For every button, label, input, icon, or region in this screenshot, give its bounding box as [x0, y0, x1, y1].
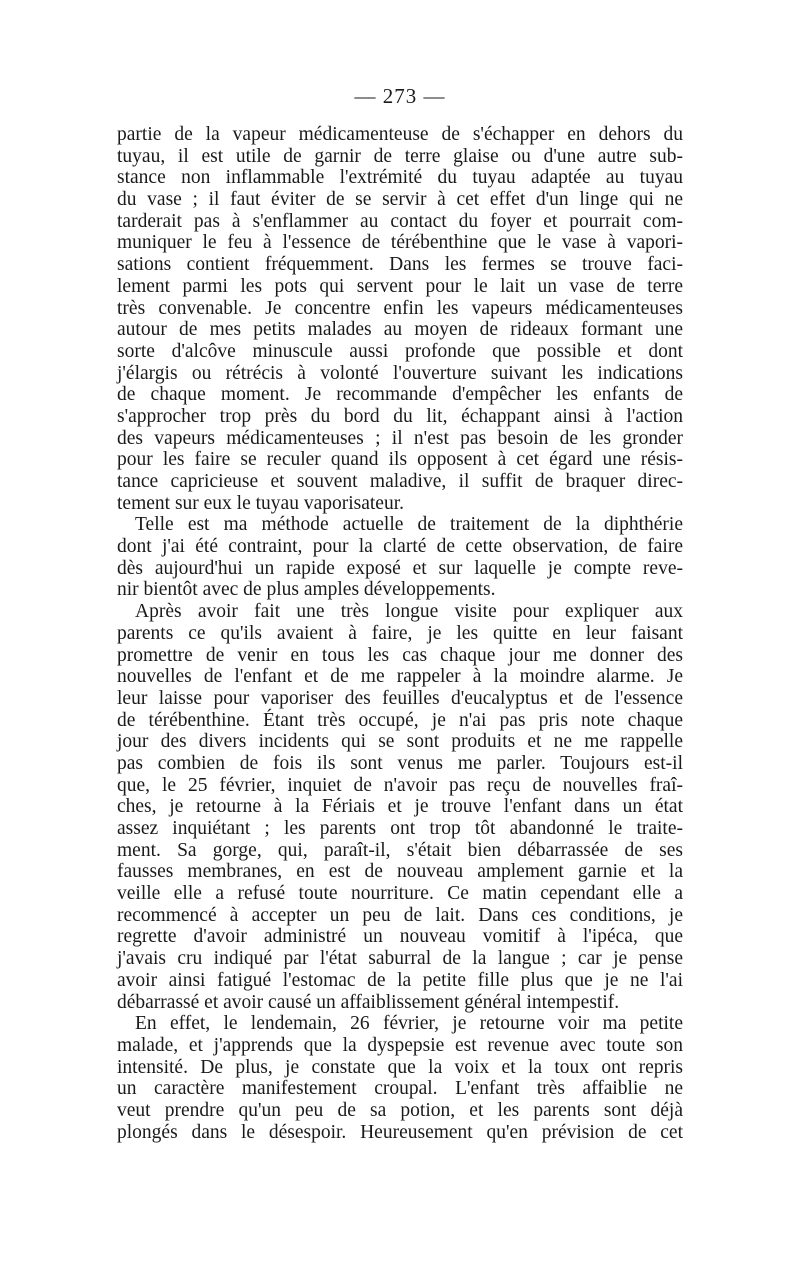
- text-line: Telle est ma méthode actuelle de traitement de la diphthérie: [135, 514, 683, 536]
- text-line: dont j'ai été contraint, pour la clarté de cette observation, de faire: [117, 536, 683, 558]
- text-line: ches, je retourne à la Fériais et je trouve l'enfant dans un état: [117, 796, 683, 818]
- text-line: s'approcher trop près du bord du lit, échappant ainsi à l'action: [117, 405, 683, 427]
- text-line: débarrassé et avoir causé un affaiblissement général intempestif.: [117, 991, 620, 1013]
- text-line: dès aujourd'hui un rapide exposé et sur laquelle je compte reve-: [117, 557, 683, 579]
- text-line: fausses membranes, en est de nouveau amplement garnie et la: [117, 861, 683, 883]
- text-line: intensité. De plus, je constate que la voix et la toux ont repris: [117, 1056, 683, 1078]
- text-line: tarderait pas à s'enflammer au contact du foyer et pourrait com-: [117, 210, 683, 232]
- text-line: stance non inflammable l'extrémité du tuyau adaptée au tuyau: [117, 167, 683, 189]
- text-line: recommencé à accepter un peu de lait. Dans ces conditions, je: [117, 904, 683, 926]
- text-line: autour de mes petits malades au moyen de rideaux formant une: [117, 319, 683, 341]
- text-line: veut prendre qu'un peu de sa potion, et les parents sont déjà: [117, 1099, 683, 1121]
- text-line: de chaque moment. Je recommande d'empêcher les enfants de: [117, 384, 683, 406]
- text-line: du vase ; il faut éviter de se servir à cet effet d'un linge qui ne: [117, 189, 683, 211]
- text-line: sorte d'alcôve minuscule aussi profonde que possible et dont: [117, 340, 683, 362]
- text-line: pas combien de fois ils sont venus me parler. Toujours est-il: [117, 752, 683, 774]
- text-line: que, le 25 février, inquiet de n'avoir pas reçu de nouvelles fraî-: [117, 774, 683, 796]
- text-line: des vapeurs médicamenteuses ; il n'est pas besoin de les gronder: [117, 427, 683, 449]
- text-line: sations contient fréquemment. Dans les fermes se trouve faci-: [117, 254, 683, 276]
- text-line: veille elle a refusé toute nourriture. Ce matin cependant elle a: [117, 883, 683, 905]
- text-line: avoir ainsi fatigué l'estomac de la petite fille plus que je ne l'ai: [117, 969, 683, 991]
- text-line: lement parmi les pots qui servent pour le lait un vase de terre: [117, 275, 683, 297]
- text-line: j'avais cru indiqué par l'état saburral de la langue ; car je pense: [117, 948, 683, 970]
- text-line: plongés dans le désespoir. Heureusement qu'en prévision de cet: [117, 1121, 683, 1143]
- text-line: pour les faire se reculer quand ils opposent à cet égard une résis-: [117, 449, 683, 471]
- text-line: j'élargis ou rétrécis à volonté l'ouverture suivant les indications: [117, 362, 683, 384]
- text-line: partie de la vapeur médicamenteuse de s'échapper en dehors du: [117, 124, 683, 145]
- text-line: regrette d'avoir administré un nouveau vomitif à l'ipéca, que: [117, 926, 683, 948]
- text-line: tance capricieuse et souvent maladive, il suffit de braquer direc-: [117, 471, 683, 492]
- text-line: très convenable. Je concentre enfin les vapeurs médicamenteuses: [117, 297, 683, 319]
- text-line: nouvelles de l'enfant et de me rappeler à la moindre alarme. Je: [117, 666, 683, 688]
- text-line: malade, et j'apprends que la dyspepsie est revenue avec toute son: [117, 1034, 683, 1056]
- text-line: parents ce qu'ils avaient à faire, je les quitte en leur faisant: [117, 622, 683, 644]
- text-line: un caractère manifestement croupal. L'enfant très affaiblie ne: [117, 1078, 683, 1100]
- text-line: jour des divers incidents qui se sont produits et ne me rappelle: [117, 731, 683, 753]
- text-line: nir bientôt avec de plus amples développements.: [117, 579, 496, 601]
- text-line: muniquer le feu à l'essence de térébenthine que le vase à vapori-: [117, 232, 683, 254]
- page-number: — 273 —: [354, 84, 446, 108]
- text-line: assez inquiétant ; les parents ont trop tôt abandonné le traite-: [117, 818, 683, 839]
- text-line: tement sur eux le tuyau vaporisateur.: [117, 492, 404, 514]
- text-line: Après avoir fait une très longue visite pour expliquer aux: [135, 601, 683, 623]
- body-text: [117, 124, 683, 1143]
- text-line: En effet, le lendemain, 26 février, je retourne voir ma petite: [135, 1013, 683, 1035]
- text-line: leur laisse pour vaporiser des feuilles d'eucalyptus et de l'essence: [117, 687, 683, 709]
- text-line: tuyau, il est utile de garnir de terre glaise ou d'une autre sub-: [117, 145, 683, 167]
- text-line: promettre de venir en tous les cas chaque jour me donner des: [117, 644, 683, 666]
- text-line: de térébenthine. Étant très occupé, je n'ai pas pris note chaque: [117, 709, 683, 731]
- text-line: ment. Sa gorge, qui, paraît-il, s'était bien débarrassée de ses: [117, 839, 683, 861]
